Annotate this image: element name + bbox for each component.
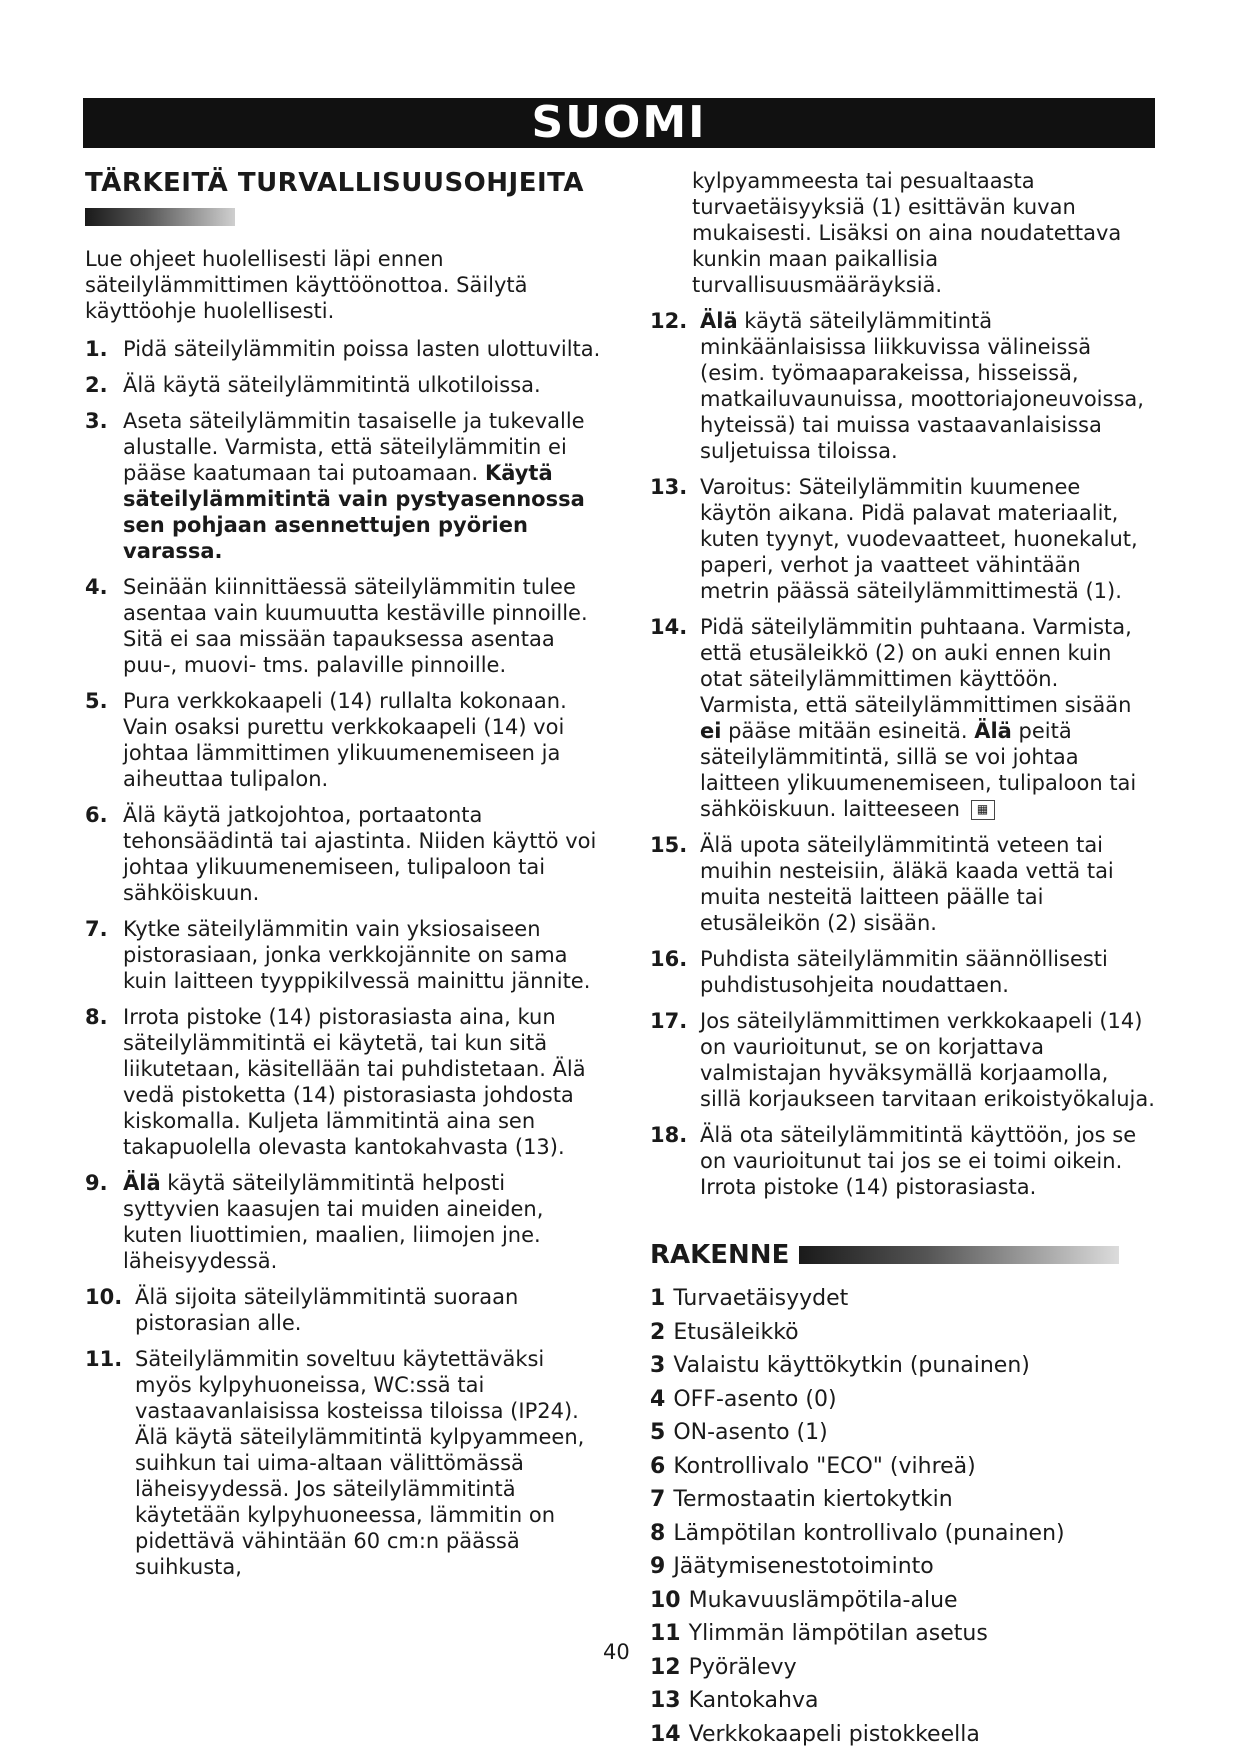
part-item: 5 ON-asento (1) — [650, 1420, 828, 1445]
parts-list — [650, 1282, 1155, 1751]
safety-item-13: 13. Varoitus: Säteilylämmitin kuumenee käytön aikana. Pidä palavat materiaalit, kuten tyynyt, vuodevaatteet, huonekalut, paperi, verhot ja vaatteet vähintään metrin päässä säteilylämmittimestä (1). — [650, 475, 1138, 603]
safety-item-18: 18. Älä ota säteilylämmitintä käyttöön, jos se on vaurioitunut tai jos se ei toimi oikein. Irrota pistoke (14) pistorasiasta. — [650, 1123, 1137, 1199]
section-title-bar — [85, 208, 235, 226]
safety-item-3-emphasis: Käytä säteilylämmitintä vain pystyasennossa sen pohjaan asennettujen pyörien varassa. — [123, 461, 585, 563]
safety-title: TÄRKEITÄ TURVALLISUUSOHJEITA — [85, 168, 584, 198]
language-header: SUOMI — [83, 98, 1155, 148]
left-column — [85, 168, 605, 1590]
safety-item-14: 14. Pidä säteilylämmitin puhtaana. Varmista, että etusäleikkö (2) on auki ennen kuin otat säteilylämmittimen käyttöön. Varmista, että säteilylämmittimen sisään ei pääse mitään esineitä. Älä peitä säteilylämmitintä, sillä se voi johtaa laitteen ylikuumenemiseen, tulipaloon tai sähköiskuun. laitteeseen ▦ — [650, 615, 1137, 821]
safety-item-17: 17. Jos säteilylämmittimen verkkokaapeli (14) on vaurioitunut, se on korjattava valmistajan hyväksymällä korjaamolla, sillä korjaukseen tarvitaan erikoistyökaluja. — [650, 1009, 1155, 1111]
structure-title: RAKENNE — [650, 1240, 790, 1270]
safety-item-10: 10. Älä sijoita säteilylämmitintä suoraan pistorasian alle. — [85, 1285, 519, 1335]
part-item: 11 Ylimmän lämpötilan asetus — [650, 1621, 988, 1646]
part-item: 7 Termostaatin kiertokytkin — [650, 1487, 953, 1512]
safety-item-4: 4. Seinään kiinnittäessä säteilylämmitin tulee asentaa vain kuumuutta kestäville pinnoille. Sitä ei saa missään tapauksessa asentaa puu-, muovi- tms. palaville pinnoille. — [85, 575, 588, 677]
safety-item-16: 16. Puhdista säteilylämmitin säännöllisesti puhdistusohjeita noudattaen. — [650, 947, 1108, 997]
safety-item-3: 3. Aseta säteilylämmitin tasaiselle ja tukevalle alustalle. Varmista, että säteilylämmitin ei pääse kaatumaan tai putoamaan. Käytä säteilylämmitintä vain pystyasennossa sen pohjaan asennettujen pyörien varassa. — [85, 409, 585, 563]
structure-title-bar — [799, 1246, 1119, 1264]
safety-item-12: 12. Älä käytä säteilylämmitintä minkäänlaisissa liikkuvissa välineissä (esim. työmaaparakeissa, hisseissä, matkailuvaunuissa, moottoriajoneuvoissa, hyteissä) tai muissa vastaavanlaisissa suljetuissa tiloissa. — [650, 309, 1144, 463]
structure-heading — [650, 1240, 1155, 1270]
do-not-cover-icon: ▦ — [971, 800, 995, 820]
part-item: 6 Kontrollivalo "ECO" (vihreä) — [650, 1453, 976, 1479]
part-item: 13 Kantokahva — [650, 1688, 819, 1713]
part-item: 8 Lämpötilan kontrollivalo (punainen) — [650, 1520, 1065, 1546]
safety-item-8: 8. Irrota pistoke (14) pistorasiasta aina, kun säteilylämmitintä ei käytetä, tai kun sitä liikutetaan, käsitellään tai puhdistetaan. Älä vedä pistoketta (14) pistorasiasta johdosta kiskomalla. Kuljeta lämmitintä aina sen takapuolella olevasta kantokahvasta (13). — [85, 1005, 586, 1159]
safety-item-11: 11. Säteilylämmitin soveltuu käytettäväksi myös kylpyhuoneissa, WC:ssä tai vastaavanlaisissa kosteissa tiloissa (IP24). Älä käytä säteilylämmitintä kylpyammeen, suihkun tai uima-altaan välittömässä läheisyydessä. Jos säteilylämmitintä käytetään kylpyhuoneessa, lämmitin on pidettävä vähintään 60 cm:n päässä suihkusta, — [85, 1347, 585, 1579]
safety-item-6: 6. Älä käytä jatkojohtoa, portaatonta tehonsäädintä tai ajastinta. Niiden käyttö voi johtaa ylikuumenemiseen, tulipaloon tai sähköiskuun. — [85, 803, 597, 905]
part-item: 3 Valaistu käyttökytkin (punainen) — [650, 1353, 1030, 1378]
part-item: 14 Verkkokaapeli pistokkeella — [650, 1721, 980, 1747]
part-item: 4 OFF-asento (0) — [650, 1386, 837, 1412]
safety-item-11-continued: kylpyammeesta tai pesualtaasta turvaetäisyyksiä (1) esittävän kuvan mukaisesti. Lisäksi on aina noudatettava kunkin maan paikallisia turvallisuusmääräyksiä. — [692, 169, 1122, 297]
safety-item-15: 15. Älä upota säteilylämmitintä veteen tai muihin nesteisiin, äläkä kaada vettä tai muita nesteitä laitteen päälle tai etusäleikön (2) sisään. — [650, 833, 1114, 935]
part-item: 10 Mukavuuslämpötila-alue — [650, 1587, 958, 1613]
safety-item-9: 9. Älä käytä säteilylämmitintä helposti syttyvien kaasujen tai muiden aineiden, kuten liuottimien, maalien, liimojen jne. läheisyydessä. — [85, 1171, 544, 1273]
safety-item-7: 7. Kytke säteilylämmitin vain yksiosaiseen pistorasiaan, jonka verkkojännite on sama kuin laitteen tyyppikilvessä mainittu jännite. — [85, 917, 591, 993]
part-item: 2 Etusäleikkö — [650, 1319, 799, 1345]
part-item: 1 Turvaetäisyydet — [650, 1286, 849, 1311]
page-number: 40 — [603, 1640, 630, 1664]
safety-item-1: 1. Pidä säteilylämmitin poissa lasten ulottuvilta. — [85, 337, 601, 361]
right-column — [650, 168, 1155, 1751]
safety-item-2: 2. Älä käytä säteilylämmitintä ulkotiloissa. — [85, 373, 541, 397]
safety-item-5: 5. Pura verkkokaapeli (14) rullalta kokonaan. Vain osaksi purettu verkkokaapeli (14) voi johtaa lämmittimen ylikuumenemiseen ja aiheuttaa tulipalon. — [85, 689, 567, 791]
part-item: 12 Pyörälevy — [650, 1654, 797, 1680]
part-item: 9 Jäätymisenestotoiminto — [650, 1554, 934, 1579]
safety-intro: Lue ohjeet huolellisesti läpi ennen säteilylämmittimen käyttöönottoa. Säilytä käyttöohje huolellisesti. — [85, 247, 528, 323]
